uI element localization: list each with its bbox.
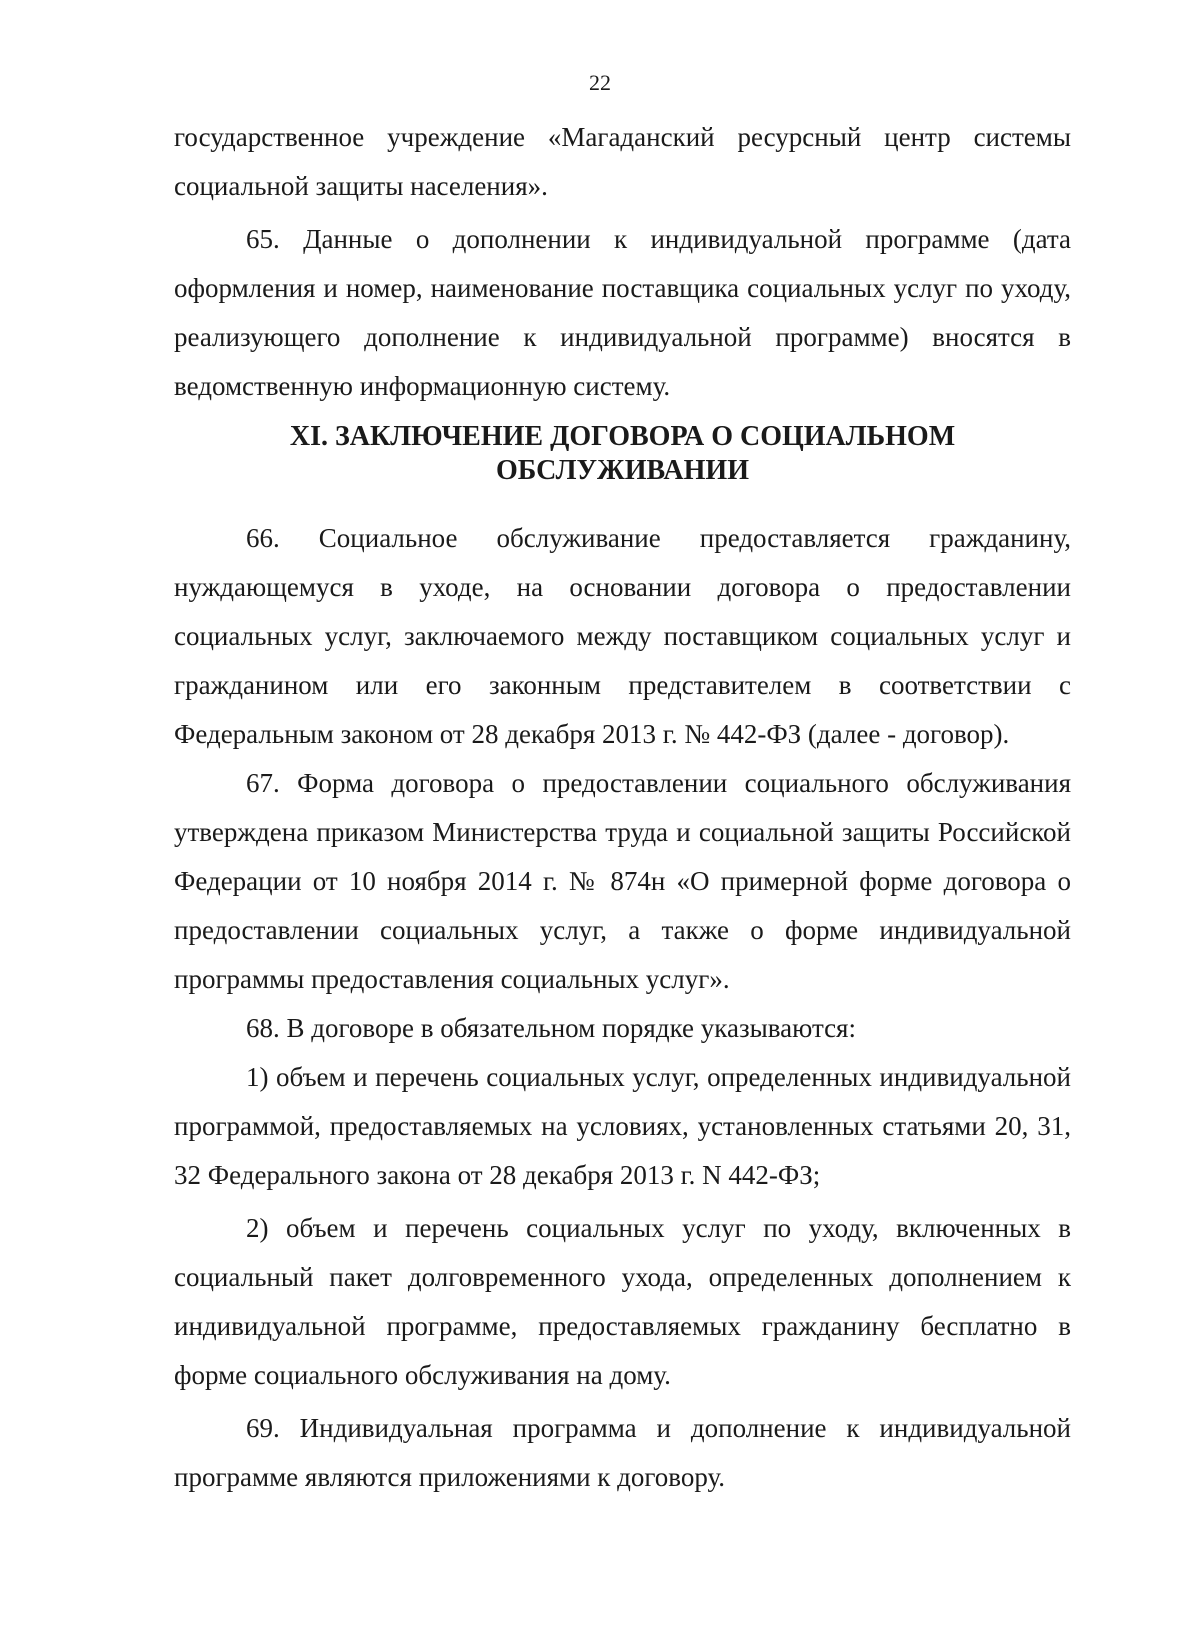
paragraph-68: 68. В договоре в обязательном порядке указываются:	[246, 1013, 856, 1043]
paragraph-68-item-2: 2) объем и перечень социальных услуг по уходу, включенных в социальный пакет долговременного ухода, определенных дополнением к индивидуальной программе, предоставляемых гражданину бесплатно в форме социального обслуживания на дому.	[174, 1213, 1071, 1390]
section-heading-line-2: ОБСЛУЖИВАНИИ	[496, 455, 749, 486]
paragraph-69: 69. Индивидуальная программа и дополнение к индивидуальной программе являются приложениями к договору.	[174, 1413, 1071, 1492]
bottom-text-block	[174, 514, 1071, 1502]
section-heading	[174, 420, 1071, 488]
paragraph-68-item-1: 1) объем и перечень социальных услуг, определенных индивидуальной программой, предоставляемых на условиях, установленных статьями 20, 31, 32 Федерального закона от 28 декабря 2013 г. N 442-ФЗ;	[174, 1062, 1071, 1190]
paragraph-67: 67. Форма договора о предоставлении социального обслуживания утверждена приказом Министерства труда и социальной защиты Российской Федерации от 10 ноября 2014 г. № 874н «О примерной форме договора о предоставлении социальных услуг, а также о форме индивидуальной программы предоставления социальных услуг».	[174, 768, 1071, 994]
paragraph-65: 65. Данные о дополнении к индивидуальной программе (дата оформления и номер, наименование поставщика социальных услуг по уходу, реализующего дополнение к индивидуальной программе) вносятся в ведомственную информационную систему.	[174, 224, 1071, 401]
continuation-paragraph: государственное учреждение «Магаданский ресурсный центр системы социальной защиты населения».	[174, 122, 1071, 201]
page-number: 22	[589, 70, 611, 95]
top-text-block	[174, 113, 1071, 411]
paragraph-66: 66. Социальное обслуживание предоставляется гражданину, нуждающемуся в уходе, на основании договора о предоставлении социальных услуг, заключаемого между поставщиком социальных услуг и гражданином или его законным представителем в соответствии с Федеральным законом от 28 декабря 2013 г. № 442-ФЗ (далее - договор).	[174, 523, 1071, 749]
section-heading-line-1: XI. ЗАКЛЮЧЕНИЕ ДОГОВОРА О СОЦИАЛЬНОМ	[289, 421, 956, 452]
